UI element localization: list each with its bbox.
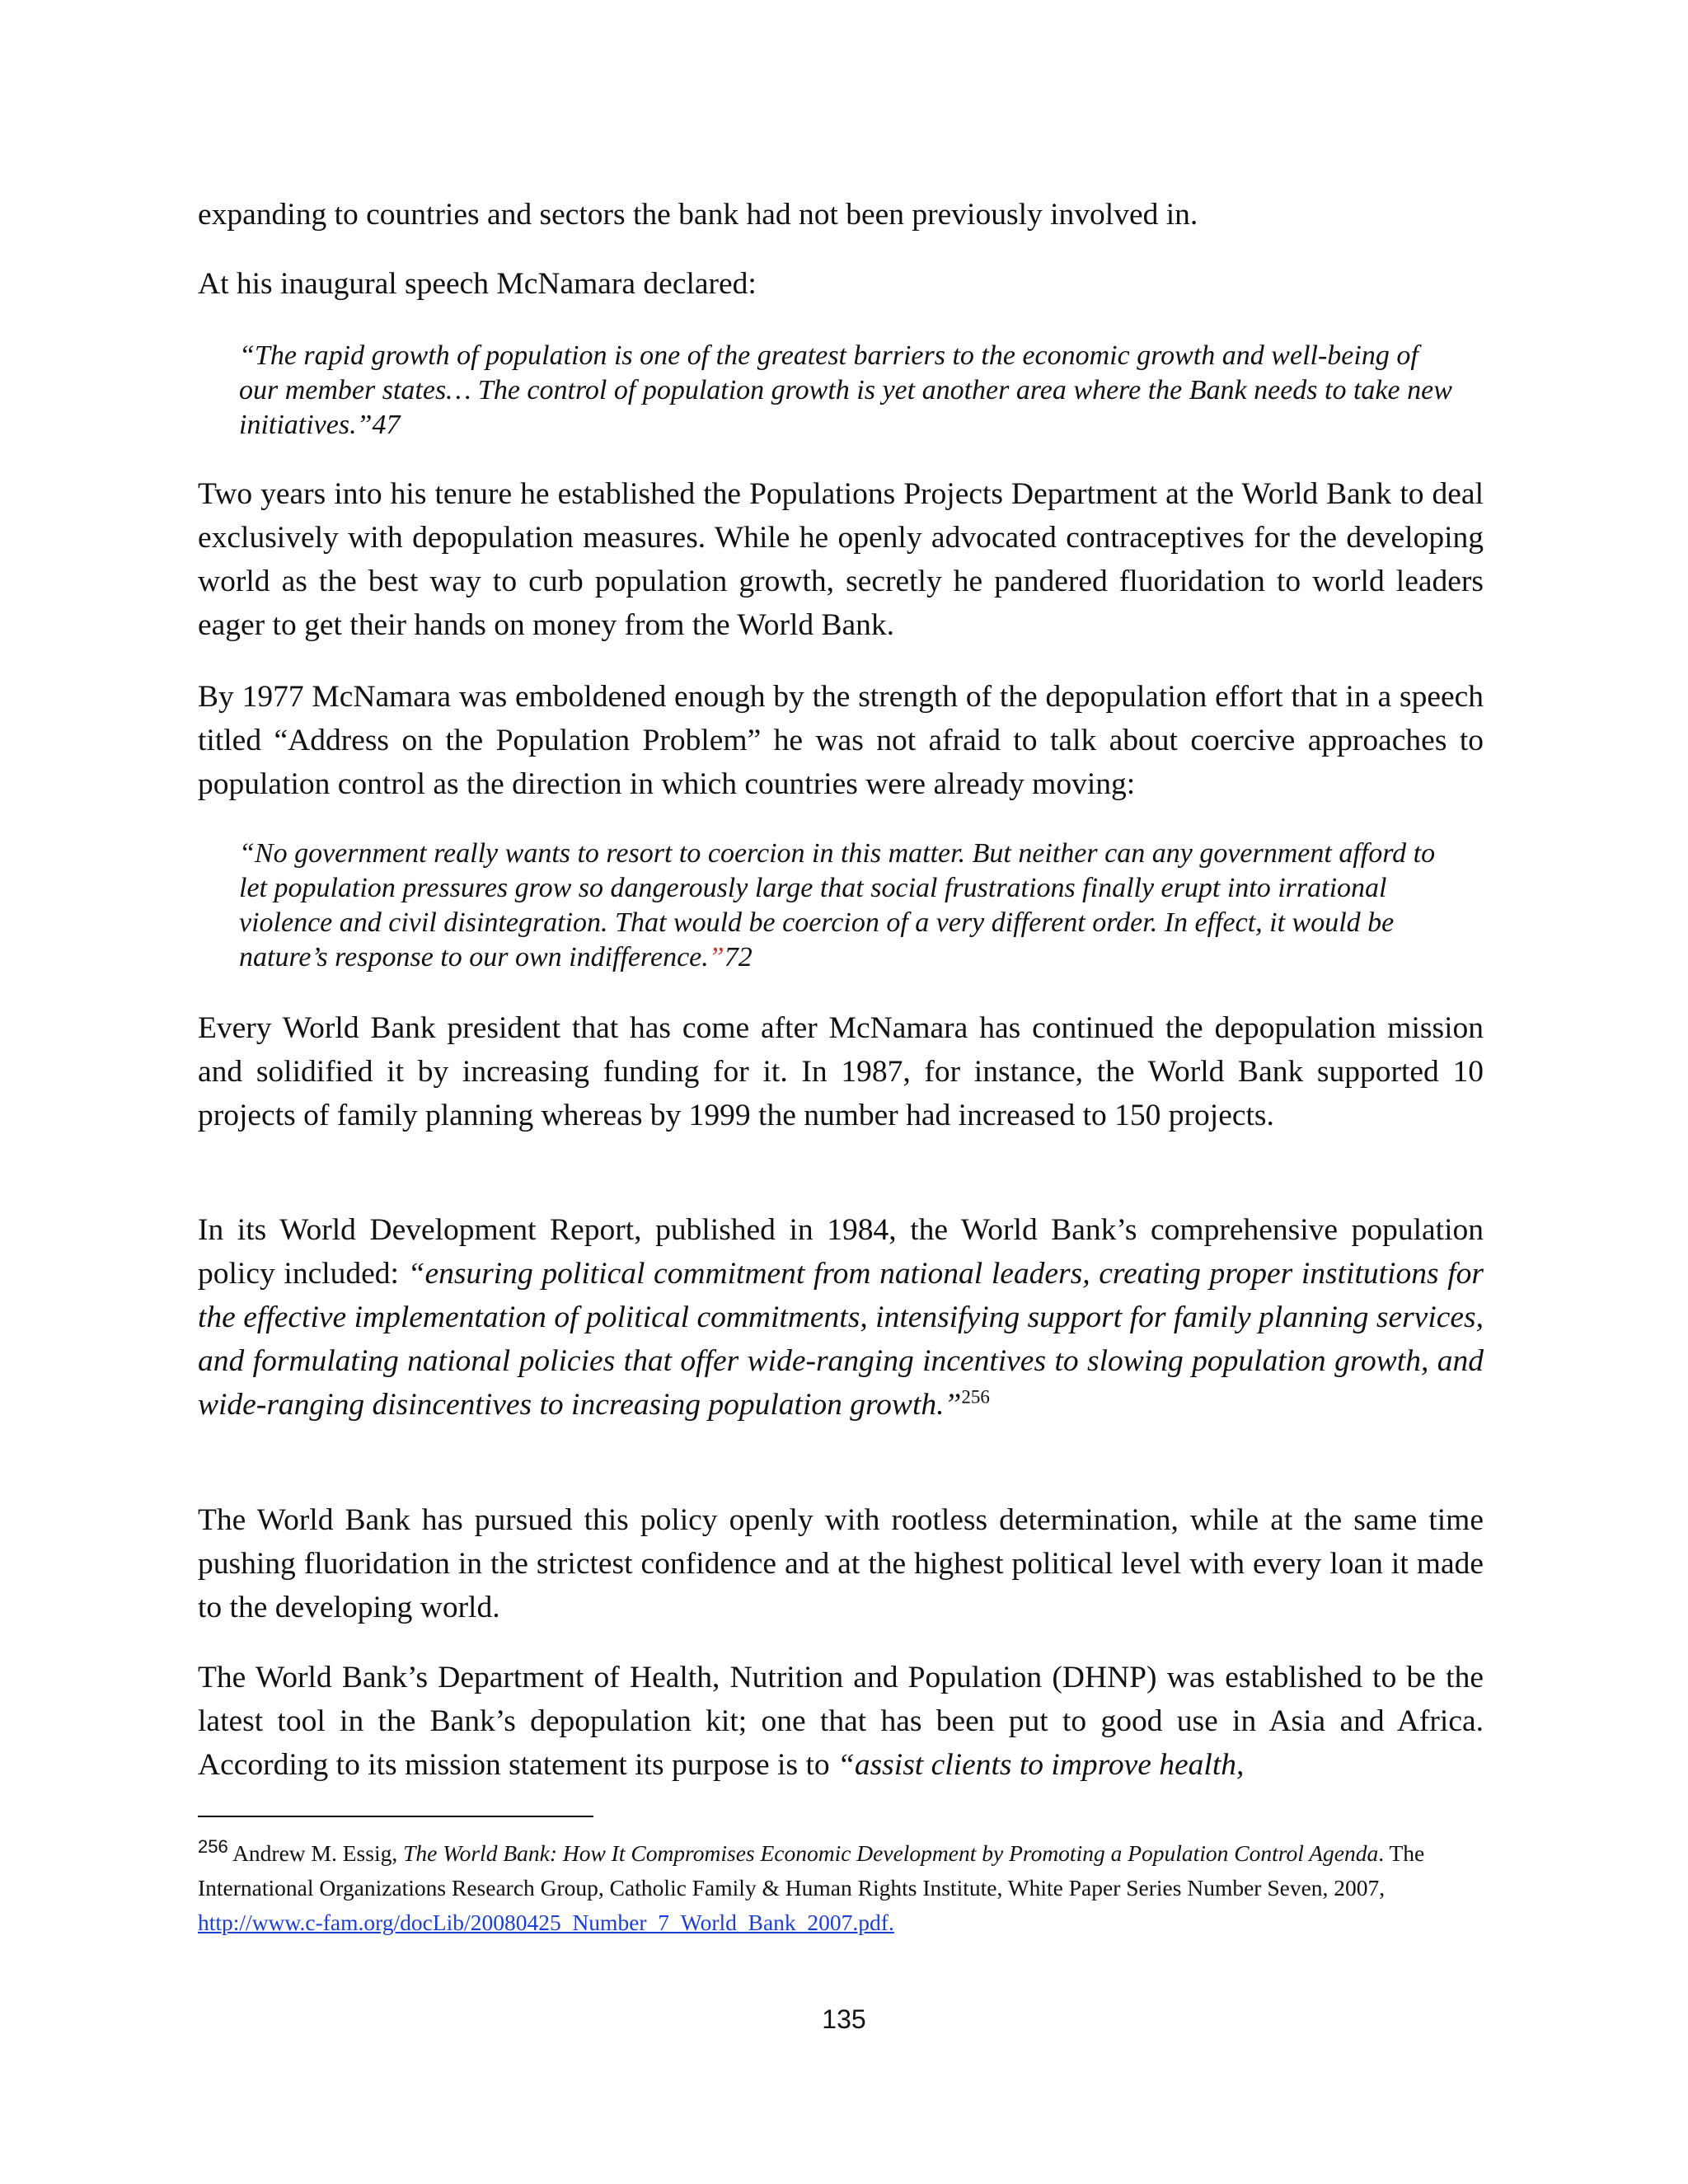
- block-quote-coercion: [239, 837, 1459, 975]
- quote-close-mark: ”: [708, 942, 724, 972]
- quote-coercion-text: “No government really wants to resort to coercion in this matter. But neither can any government afford to let population pressures grow so dangerously large that social frustrations finally erupt into irrational violence and civil disintegration. That would be coercion of a very different order. In effect, it would be nature’s response to our own indifference.: [239, 838, 1436, 972]
- paragraph-dhnp: [198, 1656, 1484, 1787]
- page-number: 135: [822, 2004, 866, 2034]
- footnote-reference-256[interactable]: 256: [961, 1386, 990, 1408]
- footnote-title: The World Bank: How It Compromises Economic Development by Promoting a Population Control Agenda: [403, 1840, 1379, 1866]
- paragraph-population-department: Two years into his tenure he established the Populations Projects Department at the World Bank to deal exclusively with depopulation measures. While he openly advocated contraceptives for the developing world as the best way to curb population growth, secretly he pandered fluoridation to world leaders eager to get their hands on money from the World Bank.: [198, 477, 1484, 642]
- paragraph-policy-pursuit: The World Bank has pursued this policy openly with rootless determination, while at the same time pushing fluoridation in the strictest confidence and at the highest political level with every loan it made to the developing world.: [198, 1503, 1484, 1624]
- paragraph-world-development-report: [198, 1208, 1484, 1427]
- paragraph-continuation: expanding to countries and sectors the bank had not been previously involved in.: [198, 198, 1198, 232]
- footnote-256: [198, 1836, 1484, 1940]
- footnote-details: . The International Organizations Research Group, Catholic Family & Human Rights Institute, White Paper Series Number Seven, 2007,: [198, 1840, 1425, 1900]
- footnote-link[interactable]: http://www.c-fam.org/docLib/20080425_Number_7_World_Bank_2007.pdf.: [198, 1910, 894, 1935]
- footnote-marker: 256: [198, 1835, 228, 1857]
- report-quote-text: “ensuring political commitment from national leaders, creating proper institutions for the effective implementation of political commitments, intensifying support for family planning services, and formulating national policies that offer wide-ranging incentives to slowing population growth, and wide-ranging disincentives to increasing population growth.”: [198, 1257, 1484, 1422]
- block-quote-inaugural: “The rapid growth of population is one of the greatest barriers to the economic growth and well-being of our member states… The control of population growth is yet another area where the Bank needs to take new initiatives.”47: [239, 340, 1452, 440]
- paragraph-funding-increase: Every World Bank president that has come after McNamara has continued the depopulation mission and solidified it by increasing funding for it. In 1987, for instance, the World Bank supported 10 projects of family planning whereas by 1999 the number had increased to 150 projects.: [198, 1011, 1484, 1132]
- footnote-author: Andrew M. Essig,: [227, 1840, 404, 1866]
- paragraph-1977-address: By 1977 McNamara was emboldened enough by the strength of the depopulation effort that in a speech titled “Address on the Population Problem” he was not afraid to talk about coercive approaches to population control as the direction in which countries were already moving:: [198, 680, 1484, 801]
- dhnp-quote-text: “assist clients to improve health,: [837, 1748, 1245, 1782]
- dhnp-lead-text: The World Bank’s Department of Health, Nutrition and Population (DHNP) was established to be the latest tool in the Bank’s depopulation kit; one that has been put to good use in Asia and Africa. According to its mission statement its purpose is to: [198, 1661, 1484, 1782]
- paragraph-inaugural-intro: At his inaugural speech McNamara declared:: [198, 267, 757, 301]
- quote-reference-number: 72: [724, 942, 753, 972]
- footnote-separator: [198, 1816, 593, 1817]
- report-lead-text: In its World Development Report, published in 1984, the World Bank’s comprehensive population policy included:: [198, 1213, 1484, 1291]
